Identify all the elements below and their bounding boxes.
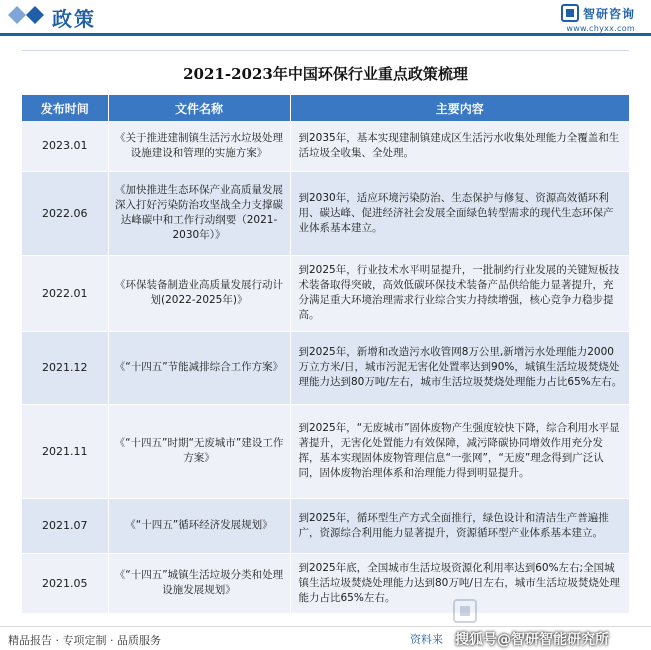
row-content: 到2025年，行业技术水平明显提升，一批制约行业发展的关键短板技术装备取得突破，高效低碳环保技术装备产品供给能力显著提升，充分满足重大环境治理需求行业综合实力持续增强，核心竞争力稳步提高。 — [290, 255, 629, 331]
row-content: 到2025年底，全国城市生活垃圾资源化利用率达到60%左右;全国城镇生活垃圾焚烧处理能力达到80万吨/日左右，城市生活垃圾焚烧处理能力占比65%左右。 — [290, 553, 629, 613]
table-row — [22, 171, 629, 255]
column-header-date: 发布时间 — [22, 95, 108, 121]
row-content: 到2025年，循环型生产方式全面推行，绿色设计和清洁生产普遍推广，资源综合利用能力显著提升，资源循环型产业体系基本建立。 — [290, 498, 629, 553]
column-header-name: 文件名称 — [108, 95, 290, 121]
policy-table — [22, 95, 629, 614]
top-header — [0, 0, 651, 34]
row-document-name: 《关于推进建制镇生活污水垃圾处理设施建设和管理的实施方案》 — [108, 121, 290, 171]
brand-logo-icon — [561, 4, 579, 22]
row-date: 2022.06 — [22, 171, 108, 255]
row-document-name: 《环保装备制造业高质量发展行动计划(2022-2025年)》 — [108, 255, 290, 331]
table-row — [22, 404, 629, 498]
table-header-row — [22, 95, 629, 121]
row-content: 到2025年，新增和改造污水收管网8万公里,新增污水处理能力2000万立方米/日，城市污泥无害化处置率达到90%，城镇生活垃圾焚烧处理能力达到80万吨/左右，城市生活垃圾焚烧处理能力占比65%左右。 — [290, 331, 629, 404]
footer-bar — [0, 626, 651, 650]
section-marker-icon — [6, 5, 50, 25]
row-date: 2021.07 — [22, 498, 108, 553]
table-title: 2021-2023年中国环保行业重点政策梳理 — [22, 51, 629, 95]
table-row — [22, 121, 629, 171]
brand-block — [561, 4, 635, 22]
footer-wechat-credit: 搜狐号@智研智能研究所 — [455, 632, 609, 648]
row-date: 2023.01 — [22, 121, 108, 171]
footer-services: 精品报告 · 专项定制 · 品质服务 — [8, 634, 161, 647]
policy-card — [22, 50, 629, 626]
table-row — [22, 553, 629, 613]
row-document-name: 《加快推进生态环保产业高质量发展深入打好污染防治攻坚战全力支撑碳达峰碳中和工作行动纲要（2021-2030年）》 — [108, 171, 290, 255]
table-row — [22, 331, 629, 404]
row-content: 到2030年，适应环境污染防治、生态保护与修复、资源高效循环利用、碳达峰、促进经济社会发展全面绿色转型需求的现代生态环保产业体系基本建立。 — [290, 171, 629, 255]
row-document-name: 《“十四五”城镇生活垃圾分类和处理设施发展规划》 — [108, 553, 290, 613]
row-document-name: 《“十四五”节能减排综合工作方案》 — [108, 331, 290, 404]
footer-source: 资料来 — [410, 633, 443, 646]
row-date: 2021.12 — [22, 331, 108, 404]
table-row — [22, 498, 629, 553]
table-row — [22, 255, 629, 331]
row-date: 2022.01 — [22, 255, 108, 331]
brand-name: 智研咨询 — [582, 6, 635, 21]
row-content: 到2035年，基本实现建制镇建成区生活污水收集处理能力全覆盖和生活垃圾全收集、全处理。 — [290, 121, 629, 171]
row-document-name: 《“十四五”循环经济发展规划》 — [108, 498, 290, 553]
row-document-name: 《“十四五”时期“无废城市”建设工作方案》 — [108, 404, 290, 498]
brand-url: www.chyxx.com — [566, 24, 635, 33]
section-title: 政策 — [52, 7, 96, 31]
row-content: 到2025年，“无废城市”固体废物产生强度较快下降，综合利用水平显著提升，无害化处置能力有效保障，减污降碳协同增效作用充分发挥，基本实现固体废物管理信息“一张网”，“无废”理念得到广泛认同，固体废物治理体系和治理能力得到明显提升。 — [290, 404, 629, 498]
row-date: 2021.05 — [22, 553, 108, 613]
row-date: 2021.11 — [22, 404, 108, 498]
column-header-content: 主要内容 — [290, 95, 629, 121]
header-divider — [0, 33, 651, 36]
